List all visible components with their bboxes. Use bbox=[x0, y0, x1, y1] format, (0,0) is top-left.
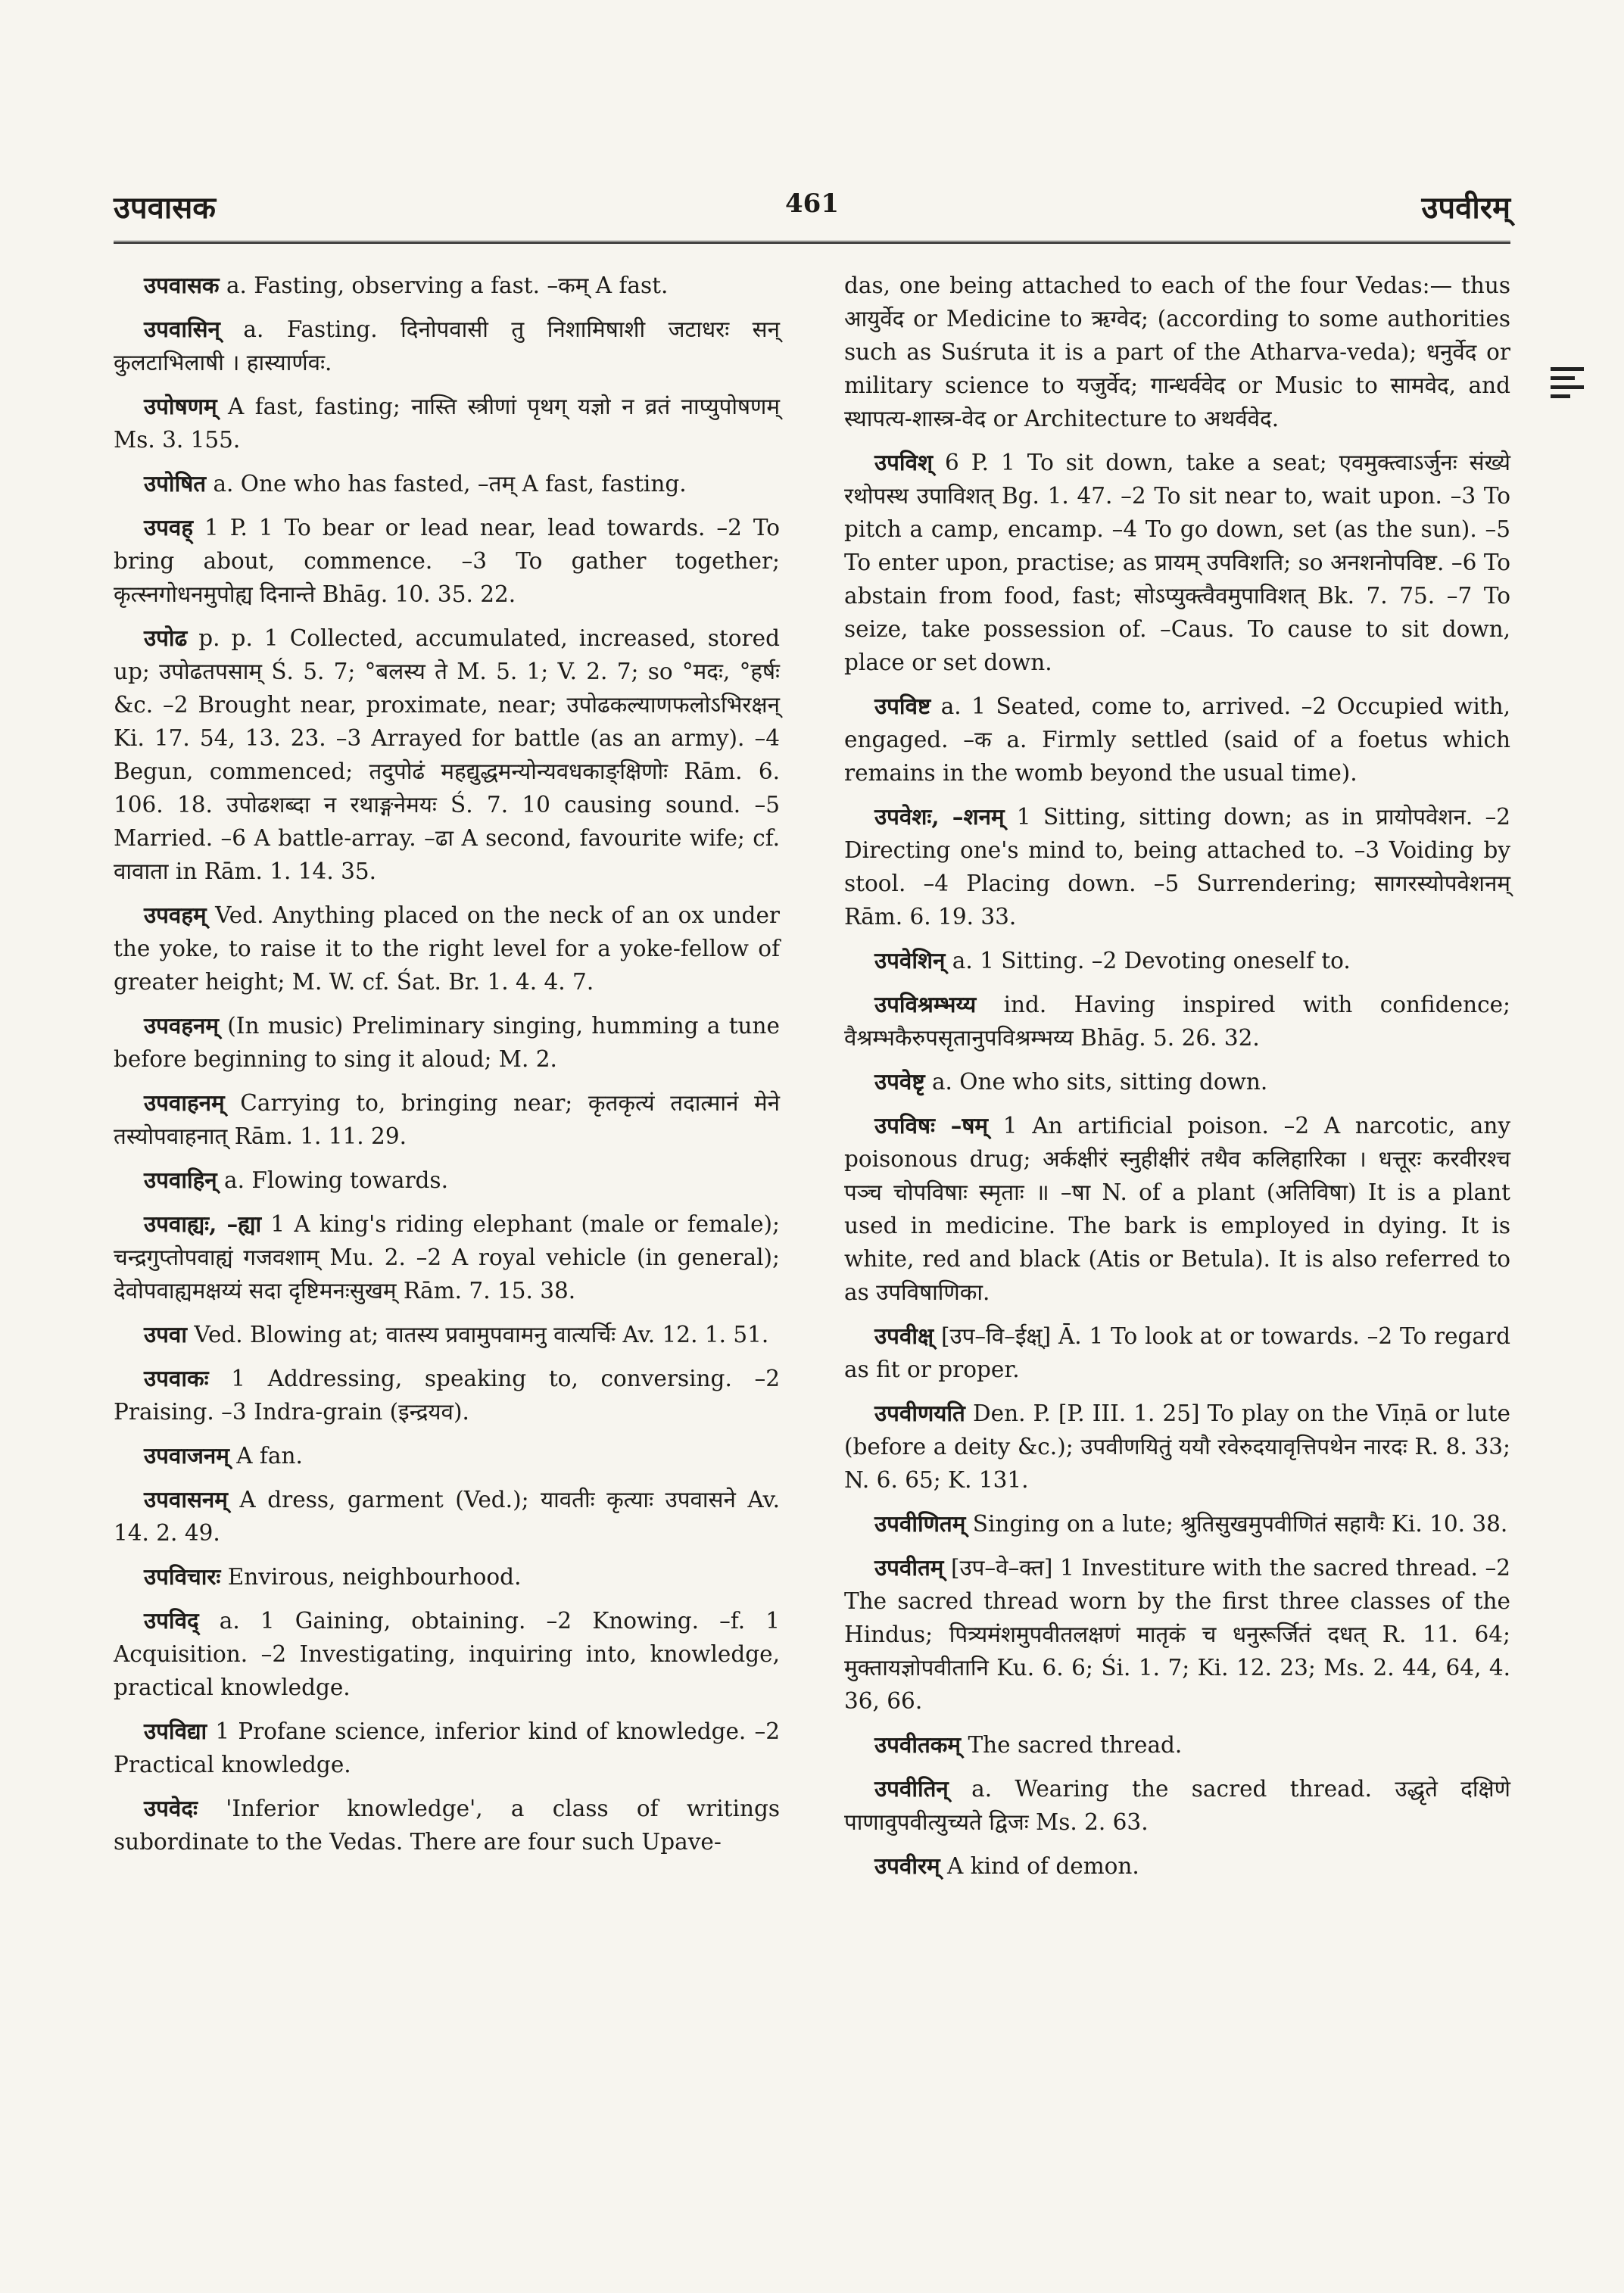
entry-headword: उपवीतकम् bbox=[874, 1731, 962, 1758]
dictionary-entry bbox=[114, 1164, 780, 1197]
entry-definition: a. 1 Gaining, obtaining. –2 Knowing. –f. 1 Acquisition. –2 Investigating, inquiring into, knowledge, practical knowledge. bbox=[114, 1608, 780, 1700]
page-header bbox=[114, 185, 1510, 238]
entry-headword: उपविष्ट bbox=[874, 693, 931, 719]
entry-definition: 1 Addressing, speaking to, conversing. –2 Praising. –3 Indra-grain (इन्द्रयव). bbox=[114, 1366, 780, 1425]
dictionary-entry bbox=[114, 1318, 780, 1351]
entry-headword: उपवाकः bbox=[144, 1365, 209, 1391]
entry-definition: 1 Sitting, sitting down; as in प्रायोपवेशन. –2 Directing one's mind to, being attached to. –3 Voiding by stool. –4 Placing down. –5 Surrendering; सागरस्योपवेशनम् Rām. 6. 19. 33. bbox=[844, 804, 1510, 930]
entry-headword: उपविचारः bbox=[144, 1563, 221, 1590]
dictionary-entry bbox=[844, 1397, 1510, 1497]
dictionary-entry bbox=[844, 944, 1510, 977]
entry-headword: उपवेशिन् bbox=[874, 947, 946, 974]
dictionary-entry bbox=[114, 313, 780, 379]
entry-definition: ind. Having inspired with confidence; वैश्रम्भकैरुपसृतानुपविश्रम्भय्य Bhāg. 5. 26. 32. bbox=[844, 992, 1510, 1051]
page-number: 461 bbox=[785, 188, 839, 219]
entry-headword: उपोढ bbox=[144, 625, 188, 651]
dictionary-entry bbox=[844, 1728, 1510, 1762]
header-right-guideword: उपवीरम् bbox=[1421, 190, 1510, 226]
dictionary-entry bbox=[844, 1507, 1510, 1541]
entry-definition: A fan. bbox=[229, 1443, 303, 1469]
entry-definition: A dress, garment (Ved.); यावतीः कृत्याः उपवासने Av. 14. 2. 49. bbox=[114, 1487, 780, 1546]
entry-definition: a. One who has fasted, –तम् A fast, fasting. bbox=[206, 471, 687, 497]
entry-definition: The sacred thread. bbox=[961, 1732, 1183, 1758]
entry-definition: A kind of demon. bbox=[940, 1853, 1139, 1879]
margin-mark-icon bbox=[1551, 367, 1584, 410]
dictionary-entry bbox=[114, 1792, 780, 1858]
dictionary-entry bbox=[114, 511, 780, 611]
entry-headword: उपवाहिन् bbox=[144, 1167, 217, 1193]
dictionary-entry bbox=[844, 1319, 1510, 1386]
entry-headword: उपवहम् bbox=[144, 902, 207, 928]
dictionary-entry bbox=[114, 1604, 780, 1704]
dictionary-entry bbox=[114, 390, 780, 456]
entry-definition: a. Fasting, observing a fast. –कम् A fast. bbox=[219, 273, 669, 298]
entry-definition: Carrying to, bringing near; कृतकृत्यं तदात्मानं मेने तस्योपवाहनात् Rām. 1. 11. 29. bbox=[114, 1090, 780, 1149]
entry-headword: उपविषः –षम् bbox=[874, 1112, 989, 1139]
dictionary-entry bbox=[114, 467, 780, 500]
entry-headword: उपवेदः bbox=[144, 1795, 198, 1821]
entry-definition: A fast, fasting; नास्ति स्त्रीणां पृथग् यज्ञो न व्रतं नाप्युपोषणम् Ms. 3. 155. bbox=[114, 394, 780, 453]
dictionary-entry bbox=[114, 899, 780, 999]
dictionary-entry bbox=[114, 1439, 780, 1472]
entry-headword: उपवेशः, –शनम् bbox=[874, 803, 1005, 830]
entry-definition: 1 An artificial poison. –2 A narcotic, any poisonous drug; अर्कक्षीरं स्नुहीक्षीरं तथैव कलिहारिका । धत्तूरः करवीरश्च पञ्च चोपविषाः स्मृताः ॥ –षा N. of a plant (अतिविषा) It is a plant used in medicine. The bark is employed in dying. It is white, red and black (Atis or Betula). It is also referred to as उपविषाणिका. bbox=[844, 1113, 1510, 1305]
entry-headword: उपोषित bbox=[144, 470, 207, 497]
dictionary-entry bbox=[114, 269, 780, 302]
dictionary-entry bbox=[114, 1009, 780, 1076]
left-column bbox=[114, 269, 780, 1869]
entry-definition: p. p. 1 Collected, accumulated, increased, stored up; उपोढतपसाम् Ś. 5. 7; °बलस्य ते M. 5. 1; V. 2. 7; so °मदः, °हर्षः &c. –2 Brought near, proximate, near; उपोढकल्याणफलोऽभिरक्षन् Ki. 17. 54, 13. 23. –3 Arrayed for battle (as an army). –4 Begun, commenced; तदुपोढं महद्युद्धमन्योन्यवधकाङ्क्षिणोः Rām. 6. 106. 18. उपोढशब्दा न रथाङ्गनेमयः Ś. 7. 10 causing sound. –5 Married. –6 A battle-array. –ढा A second, favourite wife; cf. वावाता in Rām. 1. 14. 35. bbox=[114, 625, 780, 884]
entry-headword: उपविश्रम्भय्य bbox=[874, 991, 977, 1017]
entry-headword: उपवासक bbox=[144, 272, 220, 298]
entry-definition: a. Wearing the sacred thread. उद्धृते दक्षिणे पाणावुपवीत्युच्यते द्विजः Ms. 2. 63. bbox=[844, 1776, 1510, 1835]
entry-headword: उपवाहनम् bbox=[144, 1089, 225, 1116]
entry-definition: 6 P. 1 To sit down, take a seat; एवमुक्त्वाऽर्जुनः संख्ये रथोपस्थ उपाविशत् Bg. 1. 47. –2 To sit near to, wait upon. –3 To pitch a camp, encamp. –4 To go down, set (as the sun). –5 To enter upon, practise; as प्रायम् उपविशति; so अनशनोपविष्ट. –6 To abstain from food, fast; सोऽप्युक्त्वैवमुपाविशत् Bk. 7. 75. –7 To seize, take possession of. –Caus. To cause to sit down, place or set down. bbox=[844, 450, 1510, 675]
entry-definition: a. One who sits, sitting down. bbox=[924, 1069, 1268, 1095]
dictionary-entry bbox=[114, 1207, 780, 1307]
dictionary-entry bbox=[114, 1362, 780, 1428]
entry-definition: [उप–वे–क्त] 1 Investiture with the sacred thread. –2 The sacred thread worn by the first three classes of the Hindus; पित्र्यमंशमुपवीतलक्षणं मातृकं च धनुरूर्जितं दधत् R. 11. 64; मुक्तायज्ञोपवीतानि Ku. 6. 6; Śi. 1. 7; Ki. 12. 23; Ms. 2. 44, 64, 4. 36, 66. bbox=[844, 1555, 1510, 1714]
dictionary-entry bbox=[844, 446, 1510, 679]
entry-definition: Singing on a lute; श्रुतिसुखमुपवीणितं सहायैः Ki. 10. 38. bbox=[965, 1511, 1508, 1537]
entry-headword: उपविद्या bbox=[144, 1718, 207, 1744]
entry-headword: उपवेष्टृ bbox=[874, 1068, 925, 1095]
dictionary-entry bbox=[844, 988, 1510, 1055]
dictionary-entry bbox=[114, 622, 780, 888]
entry-definition: 1 A king's riding elephant (male or female); चन्द्रगुप्तोपवाह्यं गजवशाम् Mu. 2. –2 A royal vehicle (in general); देवोपवाह्यमक्षय्यं सदा दृष्टिमनःसुखम् Rām. 7. 15. 38. bbox=[114, 1211, 780, 1304]
entry-headword: उपवीक्ष् bbox=[874, 1323, 934, 1349]
dictionary-entry bbox=[844, 800, 1510, 933]
entry-definition: a. 1 Seated, come to, arrived. –2 Occupied with, engaged. –क a. Firmly settled (said of a foetus which remains in the womb beyond the usual time). bbox=[844, 693, 1510, 786]
dictionary-entry bbox=[844, 690, 1510, 790]
header-left-guideword: उपवासक bbox=[114, 190, 216, 226]
entry-definition: Ved. Anything placed on the neck of an ox under the yoke, to raise it to the right level for a yoke-fellow of greater height; M. W. cf. Śat. Br. 1. 4. 4. 7. bbox=[114, 902, 780, 995]
entry-headword: उपवीणितम् bbox=[874, 1510, 966, 1537]
entry-headword: उपविद् bbox=[144, 1607, 199, 1634]
entry-definition: Envirous, neighbourhood. bbox=[220, 1564, 522, 1590]
right-column bbox=[844, 269, 1510, 1893]
entry-headword: उपवासनम् bbox=[144, 1486, 228, 1513]
dictionary-entry bbox=[114, 1086, 780, 1153]
entry-definition: (In music) Preliminary singing, humming a tune before beginning to sing it aloud; M. 2. bbox=[114, 1013, 780, 1072]
entry-definition: 'Inferior knowledge', a class of writings subordinate to the Vedas. There are four such Upave- bbox=[114, 1796, 780, 1855]
header-rule bbox=[114, 241, 1510, 244]
entry-definition: a. Flowing towards. bbox=[217, 1167, 448, 1193]
entry-definition: 1 P. 1 To bear or lead near, lead towards. –2 To bring about, commence. –3 To gather together; कृत्स्नगोधनमुपोह्य दिनान्ते Bhāg. 10. 35. 22. bbox=[114, 515, 780, 607]
entry-definition: a. Fasting. दिनोपवासी तु निशामिषाशी जटाधरः सन् कुलटाभिलाषी । हास्यार्णवः. bbox=[114, 316, 780, 375]
dictionary-entry bbox=[844, 1551, 1510, 1718]
entry-definition: [उप–वि–ईक्ष्] Ā. 1 To look at or towards. –2 To regard as fit or proper. bbox=[844, 1323, 1510, 1382]
entry-headword: उपवासिन् bbox=[144, 316, 220, 342]
entry-definition: 1 Profane science, inferior kind of knowledge. –2 Practical knowledge. bbox=[114, 1718, 780, 1777]
entry-definition: Ved. Blowing at; वातस्य प्रवामुपवामनु वात्यर्चिः Av. 12. 1. 51. bbox=[186, 1322, 769, 1347]
dictionary-entry bbox=[114, 1715, 780, 1781]
dictionary-entry bbox=[844, 1065, 1510, 1098]
entry-headword: उपवाह्यः, –ह्या bbox=[144, 1210, 262, 1237]
continuation-text: das, one being attached to each of the four Vedas:— thus आयुर्वेद or Medicine to ऋग्वेद; (according to some authorities such as Suśruta it is a part of the Atharva-veda); धनुर्वेद or military science to यजुर्वेद; गान्धर्ववेद or Music to सामवेद, and स्थापत्य-शास्त्र-वेद or Architecture to अथर्ववेद. bbox=[844, 273, 1510, 431]
entry-headword: उपवाजनम् bbox=[144, 1442, 229, 1469]
entry-headword: उपविश् bbox=[874, 449, 934, 475]
entry-headword: उपवहनम् bbox=[144, 1012, 220, 1039]
entry-headword: उपवीरम् bbox=[874, 1852, 940, 1879]
entry-definition: a. 1 Sitting. –2 Devoting oneself to. bbox=[945, 948, 1351, 974]
entry-definition: Den. P. [P. III. 1. 25] To play on the Vīṇā or lute (before a deity &c.); उपवीणयितुं ययौ रवेरुदयावृत्तिपथेन नारदः R. 8. 33; N. 6. 65; K. 131. bbox=[844, 1400, 1510, 1493]
entry-headword: उपोषणम् bbox=[144, 393, 217, 419]
dictionary-entry bbox=[844, 1109, 1510, 1309]
dictionary-entry bbox=[844, 1772, 1510, 1839]
entry-headword: उपवीतिन् bbox=[874, 1775, 949, 1802]
dictionary-entry bbox=[114, 1483, 780, 1550]
entry-headword: उपवीणयति bbox=[874, 1400, 965, 1426]
dictionary-entry bbox=[114, 1560, 780, 1594]
entry-headword: उपवा bbox=[144, 1321, 187, 1347]
entry-headword: उपवीतम् bbox=[874, 1554, 944, 1581]
dictionary-entry bbox=[844, 1849, 1510, 1883]
entry-headword: उपवह् bbox=[144, 514, 193, 541]
